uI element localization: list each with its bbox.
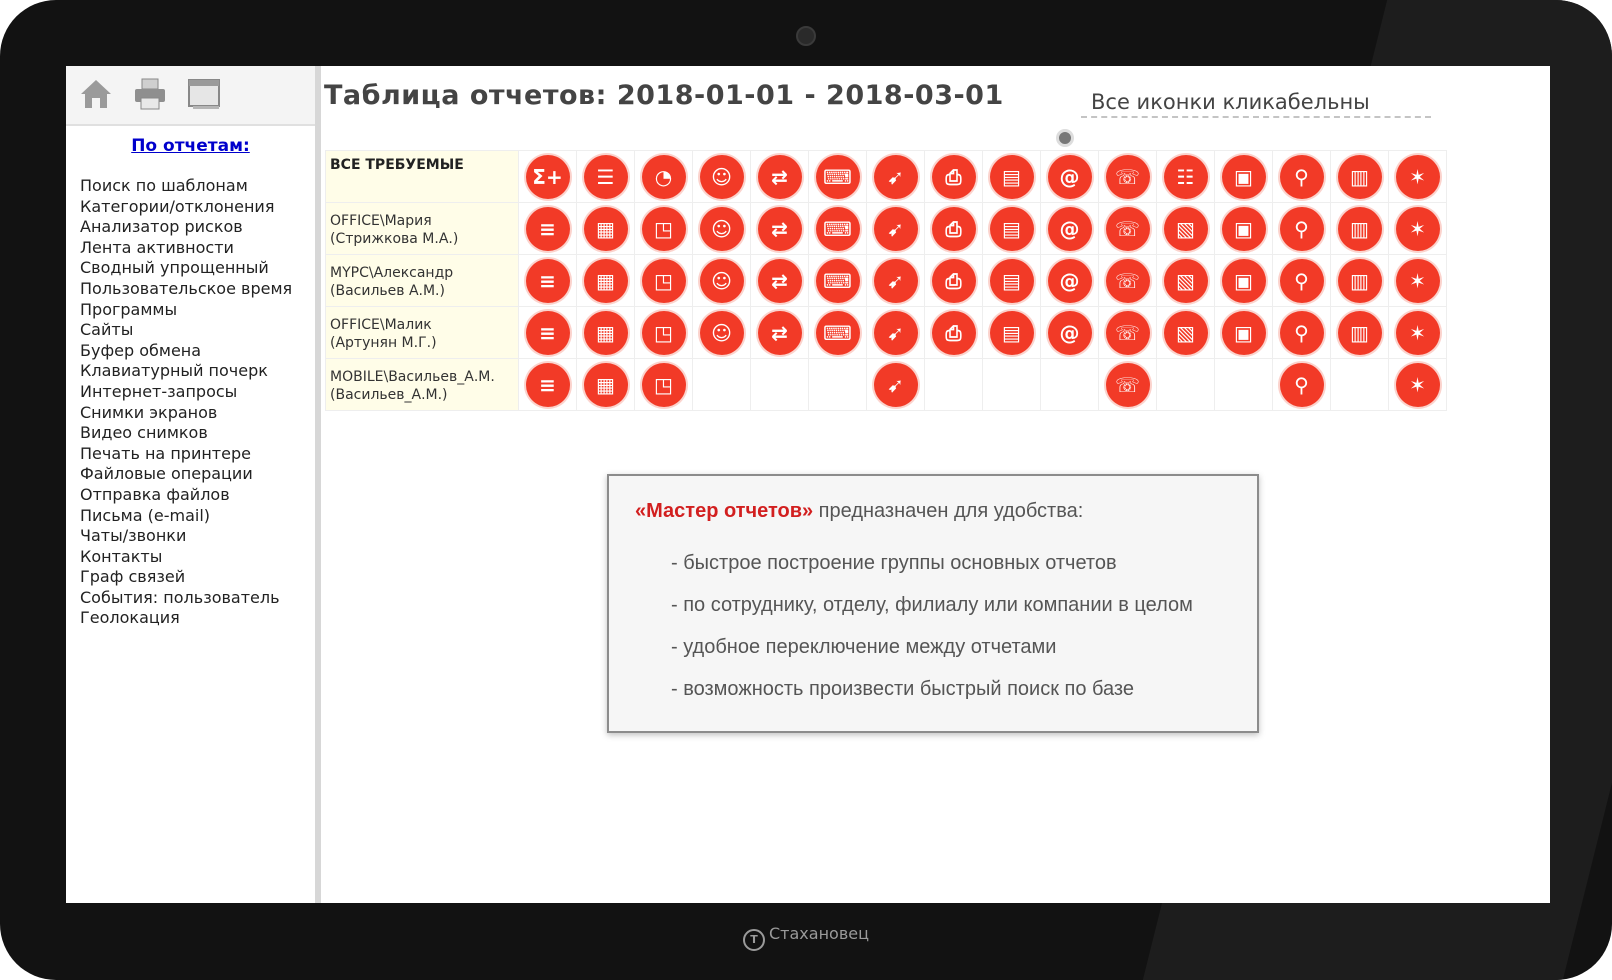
- table-cell: [1389, 151, 1447, 203]
- table-cell: [983, 359, 1041, 411]
- sidebar-item[interactable]: Отправка файлов: [80, 484, 230, 504]
- sidebar-item[interactable]: Программы: [80, 299, 178, 319]
- pie-chart-icon[interactable]: ◔: [642, 155, 686, 199]
- screenshot-icon[interactable]: ▧: [1164, 311, 1208, 355]
- location-icon[interactable]: ⚲: [1280, 155, 1324, 199]
- table-cell: [1157, 307, 1215, 359]
- table-cell: [693, 359, 751, 411]
- table-cell: [1273, 151, 1331, 203]
- file-ops-icon[interactable]: ▤: [990, 155, 1034, 199]
- sidebar-item[interactable]: Снимки экранов: [80, 402, 218, 422]
- keyboard-icon[interactable]: ⌨: [816, 155, 860, 199]
- row-label: [326, 203, 519, 255]
- table-cell: [809, 255, 867, 307]
- exchange-icon[interactable]: ⇄: [758, 207, 802, 251]
- home-icon[interactable]: [78, 76, 114, 112]
- panel-intro: [635, 500, 1083, 523]
- table-cell: [867, 151, 925, 203]
- row-label-line2: (Васильев А.М.): [330, 283, 445, 299]
- table-cell: [983, 255, 1041, 307]
- email-icon[interactable]: @: [1048, 311, 1092, 355]
- minus-icon[interactable]: ≡: [526, 207, 570, 251]
- table-cell: [1041, 307, 1099, 359]
- reports-link[interactable]: По отчетам:: [131, 136, 250, 156]
- calendar-icon[interactable]: ▣: [1222, 207, 1266, 251]
- compass-icon[interactable]: ➹: [874, 363, 918, 407]
- table-cell: [519, 307, 577, 359]
- table-cell: [519, 255, 577, 307]
- toolbar: [66, 66, 315, 126]
- sidebar-item[interactable]: Интернет-запросы: [80, 381, 238, 401]
- table-cell: [925, 255, 983, 307]
- table-cell: [751, 151, 809, 203]
- row-label-line1: OFFICE\Мария: [330, 213, 432, 229]
- table-cell: [519, 203, 577, 255]
- table-cell: [1215, 359, 1273, 411]
- chat-icon[interactable]: ☏: [1106, 311, 1150, 355]
- list-icon[interactable]: ☰: [584, 155, 628, 199]
- calendar-icon[interactable]: ▣: [1222, 311, 1266, 355]
- table-cell: [751, 359, 809, 411]
- table-cell: [1215, 307, 1273, 359]
- sidebar-item[interactable]: Граф связей: [80, 567, 186, 587]
- table-cell: [693, 255, 751, 307]
- hint-divider: [1081, 116, 1431, 118]
- table-cell: [693, 151, 751, 203]
- exchange-icon[interactable]: ⇄: [758, 155, 802, 199]
- table-row: [326, 203, 1447, 255]
- sidebar-item[interactable]: Анализатор рисков: [80, 217, 243, 237]
- email-icon[interactable]: @: [1048, 259, 1092, 303]
- report-table: [325, 150, 1447, 411]
- compass-icon[interactable]: ➹: [874, 207, 918, 251]
- exchange-icon[interactable]: ⇄: [758, 259, 802, 303]
- sidebar-item[interactable]: Печать на принтере: [80, 443, 251, 463]
- table-cell: [577, 151, 635, 203]
- row-label: [326, 307, 519, 359]
- document-icon[interactable]: ▥: [1338, 207, 1382, 251]
- compass-icon[interactable]: ➹: [874, 259, 918, 303]
- row-label-line2: (Васильев_А.М.): [330, 387, 448, 403]
- apps-icon[interactable]: ▦: [584, 363, 628, 407]
- row-label: [326, 255, 519, 307]
- sidebar-item[interactable]: Письма (e-mail): [80, 505, 210, 525]
- row-label-line2: (Стрижкова М.А.): [330, 231, 459, 247]
- row-label: [326, 151, 519, 203]
- location-icon[interactable]: ⚲: [1280, 311, 1324, 355]
- table-cell: [1157, 203, 1215, 255]
- window-cursor-icon[interactable]: ◳: [642, 259, 686, 303]
- sidebar-item[interactable]: Лента активности: [80, 237, 234, 257]
- printer-icon[interactable]: ⎙: [932, 207, 976, 251]
- row-label-line1: MYPC\Александр: [330, 265, 454, 281]
- compass-icon[interactable]: ➹: [874, 155, 918, 199]
- window-icon[interactable]: [186, 76, 222, 112]
- table-cell: [809, 359, 867, 411]
- file-ops-icon[interactable]: ▤: [990, 259, 1034, 303]
- table-cell: [983, 203, 1041, 255]
- sidebar-item[interactable]: Категории/отклонения: [80, 196, 275, 216]
- sidebar-item[interactable]: Сводный упрощенный: [80, 258, 269, 278]
- location-icon[interactable]: ⚲: [1280, 207, 1324, 251]
- table-cell: [1099, 359, 1157, 411]
- row-label-line1: ВСЕ ТРЕБУЕМЫЕ: [330, 157, 464, 173]
- table-row: [326, 151, 1447, 203]
- table-cell: [1099, 307, 1157, 359]
- table-cell: [1041, 359, 1099, 411]
- table-cell: [867, 359, 925, 411]
- table-cell: [1099, 151, 1157, 203]
- table-row: [326, 307, 1447, 359]
- sidebar-item[interactable]: Пользовательское время: [80, 278, 293, 298]
- calendar-icon[interactable]: ▣: [1222, 259, 1266, 303]
- table-cell: [1389, 307, 1447, 359]
- minus-icon[interactable]: ≡: [526, 363, 570, 407]
- users-icon[interactable]: ☺: [700, 155, 744, 199]
- email-icon[interactable]: @: [1048, 155, 1092, 199]
- table-cell: [635, 151, 693, 203]
- contacts-icon[interactable]: ☷: [1164, 155, 1208, 199]
- table-row: [326, 359, 1447, 411]
- sidebar-item[interactable]: Видео снимков: [80, 423, 208, 443]
- table-row: [326, 255, 1447, 307]
- table-cell: [925, 307, 983, 359]
- brand-logo-icon: T: [743, 929, 765, 951]
- calendar-icon[interactable]: ▣: [1222, 155, 1266, 199]
- table-cell: [1331, 359, 1389, 411]
- panel-bullet: - возможность произвести быстрый поиск по базе: [671, 678, 1134, 700]
- table-cell: [751, 255, 809, 307]
- graph-icon[interactable]: ✶: [1396, 155, 1440, 199]
- page-title: Таблица отчетов: 2018-01-01 - 2018-03-01: [324, 80, 1004, 111]
- panel-bullet: - удобное переключение между отчетами: [671, 636, 1057, 658]
- row-label-line1: MOBILE\Васильев_А.М.: [330, 369, 495, 385]
- file-ops-icon[interactable]: ▤: [990, 311, 1034, 355]
- window-cursor-icon[interactable]: ◳: [642, 207, 686, 251]
- table-cell: [809, 203, 867, 255]
- printer-icon[interactable]: ⎙: [932, 155, 976, 199]
- apps-icon[interactable]: ▦: [584, 311, 628, 355]
- panel-bullets: [671, 542, 1193, 710]
- panel-brand: «Мастер отчетов»: [635, 500, 814, 522]
- keyboard-icon[interactable]: ⌨: [816, 311, 860, 355]
- graph-icon[interactable]: ✶: [1396, 311, 1440, 355]
- brand-name: Стахановец: [769, 924, 869, 943]
- graph-icon[interactable]: ✶: [1396, 363, 1440, 407]
- table-cell: [983, 307, 1041, 359]
- sidebar-item[interactable]: Сайты: [80, 320, 134, 340]
- table-cell: [1331, 307, 1389, 359]
- table-cell: [635, 359, 693, 411]
- table-cell: [1041, 203, 1099, 255]
- document-icon[interactable]: ▥: [1338, 311, 1382, 355]
- sidebar-item[interactable]: Файловые операции: [80, 464, 253, 484]
- table-cell: [925, 151, 983, 203]
- table-cell: [925, 203, 983, 255]
- table-cell: [1273, 255, 1331, 307]
- table-cell: [1273, 307, 1331, 359]
- screen: [66, 66, 1550, 903]
- sidebar-item[interactable]: Чаты/звонки: [80, 526, 187, 546]
- window-cursor-icon[interactable]: ◳: [642, 363, 686, 407]
- exchange-icon[interactable]: ⇄: [758, 311, 802, 355]
- apps-icon[interactable]: ▦: [584, 259, 628, 303]
- keyboard-icon[interactable]: ⌨: [816, 259, 860, 303]
- table-cell: [1157, 255, 1215, 307]
- sum-icon[interactable]: Σ+: [526, 155, 570, 199]
- panel-intro-text: предназначен для удобства:: [813, 500, 1084, 522]
- keyboard-icon[interactable]: ⌨: [816, 207, 860, 251]
- table-cell: [1215, 203, 1273, 255]
- users-icon[interactable]: ☺: [700, 259, 744, 303]
- info-panel: [607, 474, 1259, 733]
- chat-icon[interactable]: ☏: [1106, 155, 1150, 199]
- sidebar-item[interactable]: События: пользователь: [80, 587, 280, 607]
- table-cell: [693, 307, 751, 359]
- screenshot-icon[interactable]: ▧: [1164, 207, 1208, 251]
- table-cell: [1331, 255, 1389, 307]
- clickable-hint: Все иконки кликабельны: [1091, 90, 1370, 114]
- document-icon[interactable]: ▥: [1338, 259, 1382, 303]
- table-cell: [751, 307, 809, 359]
- table-cell: [1215, 151, 1273, 203]
- printer-icon[interactable]: ⎙: [932, 259, 976, 303]
- document-icon[interactable]: ▥: [1338, 155, 1382, 199]
- table-cell: [1157, 151, 1215, 203]
- minus-icon[interactable]: ≡: [526, 259, 570, 303]
- table-cell: [577, 203, 635, 255]
- table-cell: [867, 255, 925, 307]
- panel-bullet: - быстрое построение группы основных отчетов: [671, 552, 1117, 574]
- table-cell: [809, 151, 867, 203]
- table-cell: [867, 307, 925, 359]
- table-cell: [1041, 151, 1099, 203]
- main-area: [321, 66, 1550, 903]
- sidebar: [66, 66, 321, 903]
- table-cell: [1041, 255, 1099, 307]
- users-icon[interactable]: ☺: [700, 207, 744, 251]
- graph-icon[interactable]: ✶: [1396, 207, 1440, 251]
- table-cell: [577, 307, 635, 359]
- users-icon[interactable]: ☺: [700, 311, 744, 355]
- table-cell: [519, 359, 577, 411]
- table-cell: [635, 307, 693, 359]
- chat-icon[interactable]: ☏: [1106, 207, 1150, 251]
- panel-bullet: - по сотруднику, отделу, филиалу или компании в целом: [671, 594, 1193, 616]
- compass-icon[interactable]: ➹: [874, 311, 918, 355]
- location-icon[interactable]: ⚲: [1280, 363, 1324, 407]
- table-cell: [577, 255, 635, 307]
- window-cursor-icon[interactable]: ◳: [642, 311, 686, 355]
- table-cell: [867, 203, 925, 255]
- email-icon[interactable]: @: [1048, 207, 1092, 251]
- sidebar-item[interactable]: Поиск по шаблонам: [80, 176, 248, 195]
- report-menu: [66, 176, 315, 629]
- table-cell: [925, 359, 983, 411]
- screenshot-icon[interactable]: ▧: [1164, 259, 1208, 303]
- table-cell: [751, 203, 809, 255]
- table-cell: [1099, 203, 1157, 255]
- chat-icon[interactable]: ☏: [1106, 259, 1150, 303]
- table-cell: [635, 203, 693, 255]
- apps-icon[interactable]: ▦: [584, 207, 628, 251]
- sidebar-item[interactable]: Клавиатурный почерк: [80, 361, 268, 381]
- camera-icon: [796, 26, 816, 46]
- table-cell: [577, 359, 635, 411]
- sidebar-item[interactable]: Буфер обмена: [80, 340, 202, 360]
- minus-icon[interactable]: ≡: [526, 311, 570, 355]
- table-cell: [635, 255, 693, 307]
- table-cell: [1389, 203, 1447, 255]
- location-icon[interactable]: ⚲: [1280, 259, 1324, 303]
- chat-icon[interactable]: ☏: [1106, 363, 1150, 407]
- row-label: [326, 359, 519, 411]
- table-cell: [1273, 203, 1331, 255]
- graph-icon[interactable]: ✶: [1396, 259, 1440, 303]
- row-label-line2: (Артунян М.Г.): [330, 335, 437, 351]
- table-cell: [1157, 359, 1215, 411]
- row-label-line1: OFFICE\Малик: [330, 317, 432, 333]
- file-ops-icon[interactable]: ▤: [990, 207, 1034, 251]
- table-cell: [1099, 255, 1157, 307]
- table-cell: [519, 151, 577, 203]
- printer-icon[interactable]: [132, 76, 168, 112]
- table-cell: [1331, 203, 1389, 255]
- sidebar-item[interactable]: Геолокация: [80, 608, 180, 628]
- table-cell: [1389, 359, 1447, 411]
- hint-pointer-icon: [1056, 129, 1074, 147]
- table-cell: [1331, 151, 1389, 203]
- table-cell: [1273, 359, 1331, 411]
- table-cell: [983, 151, 1041, 203]
- printer-icon[interactable]: ⎙: [932, 311, 976, 355]
- table-cell: [809, 307, 867, 359]
- table-cell: [1215, 255, 1273, 307]
- brand-footer: [0, 924, 1612, 951]
- table-cell: [693, 203, 751, 255]
- sidebar-item[interactable]: Контакты: [80, 546, 163, 566]
- table-cell: [1389, 255, 1447, 307]
